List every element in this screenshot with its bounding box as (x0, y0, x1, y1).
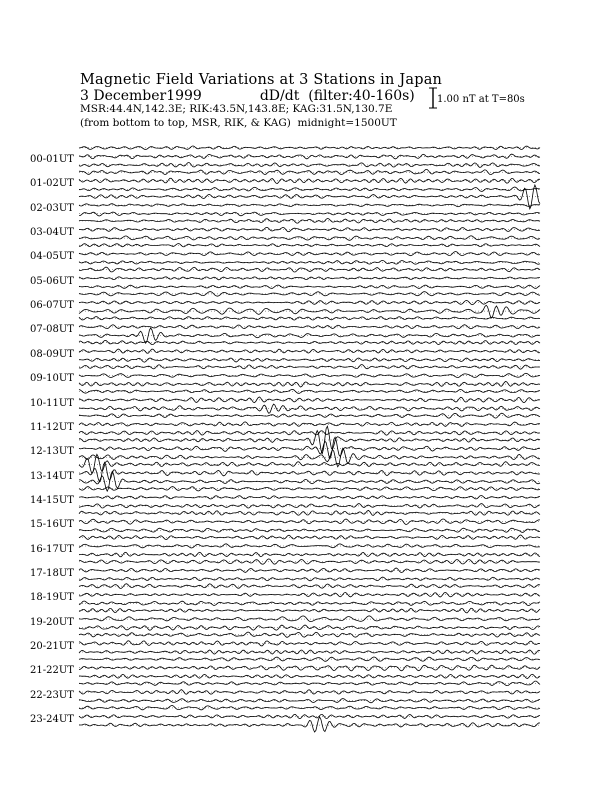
trace-msr (79, 699, 540, 703)
trace-rik (79, 690, 540, 695)
trace-msr (79, 552, 540, 556)
trace-msr (79, 471, 540, 491)
trace-rik (79, 616, 540, 622)
trace-kag (79, 413, 540, 418)
station-coordinates: MSR:44.4N,142.3E; RIK:43.5N,143.8E; KAG:31.5N,130.7E (80, 103, 393, 115)
trace-msr (79, 504, 540, 509)
trace-rik (79, 373, 540, 377)
trace-msr (79, 674, 540, 678)
trace-msr (79, 187, 540, 191)
trace-rik (79, 325, 540, 329)
trace-rik (79, 422, 540, 427)
hour-label: 20-21UT (30, 641, 74, 652)
trace-rik (79, 227, 540, 231)
trace-kag (79, 267, 540, 272)
order-text: (from bottom to top, MSR, RIK, & KAG) (80, 117, 291, 129)
trace-msr (79, 528, 540, 532)
hour-label: 08-09UT (30, 348, 74, 360)
hour-label: 12-13UT (30, 446, 74, 458)
hour-label: 05-06UT (30, 275, 74, 287)
hour-label: 23-24UT (30, 714, 74, 726)
trace-msr (79, 163, 540, 168)
hour-label: 13-14UT (30, 470, 74, 482)
midnight-text: midnight=1500UT (297, 117, 397, 129)
hour-label: 01-02UT (30, 178, 74, 190)
hour-label: 04-05UT (30, 251, 74, 263)
trace-kag (79, 559, 540, 564)
trace-rik (79, 204, 540, 207)
trace-msr (79, 717, 540, 732)
hour-label: 03-04UT (30, 227, 74, 239)
trace-msr (79, 358, 540, 362)
trace-msr (79, 212, 540, 216)
hour-label: 02-03UT (30, 202, 74, 214)
trace-kag (79, 535, 540, 540)
hour-label: 17-18UT (30, 567, 74, 579)
scale-label: 1.00 nT at T=80s (437, 94, 525, 105)
trace-kag (79, 608, 540, 613)
trace-rik (79, 277, 540, 280)
hour-label: 10-11UT (30, 397, 74, 409)
hour-label: 00-01UT (30, 154, 74, 165)
hour-label: 18-19UT (30, 592, 74, 604)
hour-label: 15-16UT (30, 519, 74, 531)
trace-kag (79, 389, 540, 393)
trace-kag (79, 657, 540, 661)
measure-text: dD/dt (259, 88, 300, 104)
trace-rik (79, 154, 540, 159)
hour-label: 14-15UT (30, 494, 74, 506)
trace-msr (79, 328, 540, 343)
trace-msr (79, 305, 540, 318)
hour-label: 07-08UT (30, 324, 74, 336)
trace-kag (79, 292, 540, 297)
trace-rik (79, 568, 540, 572)
trace-rik (79, 592, 540, 597)
trace-kag (79, 706, 540, 710)
hour-label: 21-22UT (30, 665, 74, 677)
hour-label: 16-17UT (30, 543, 74, 555)
hour-label: 19-20UT (30, 616, 74, 628)
trace-rik (79, 301, 540, 305)
date-text: 3 December1999 (80, 88, 202, 104)
hour-label: 11-12UT (30, 421, 74, 433)
trace-kag (79, 219, 540, 224)
trace-msr (79, 650, 540, 654)
hour-label: 06-07UT (30, 300, 74, 312)
trace-msr (79, 285, 540, 288)
trace-msr (79, 404, 540, 413)
trace-kag (79, 317, 540, 321)
trace-rik (79, 496, 540, 500)
plot-title: Magnetic Field Variations at 3 Stations in Japan (80, 72, 443, 88)
filter-text: (filter:40-160s) (308, 88, 415, 104)
hour-label: 22-23UT (30, 689, 74, 701)
hour-label: 09-10UT (30, 373, 74, 385)
